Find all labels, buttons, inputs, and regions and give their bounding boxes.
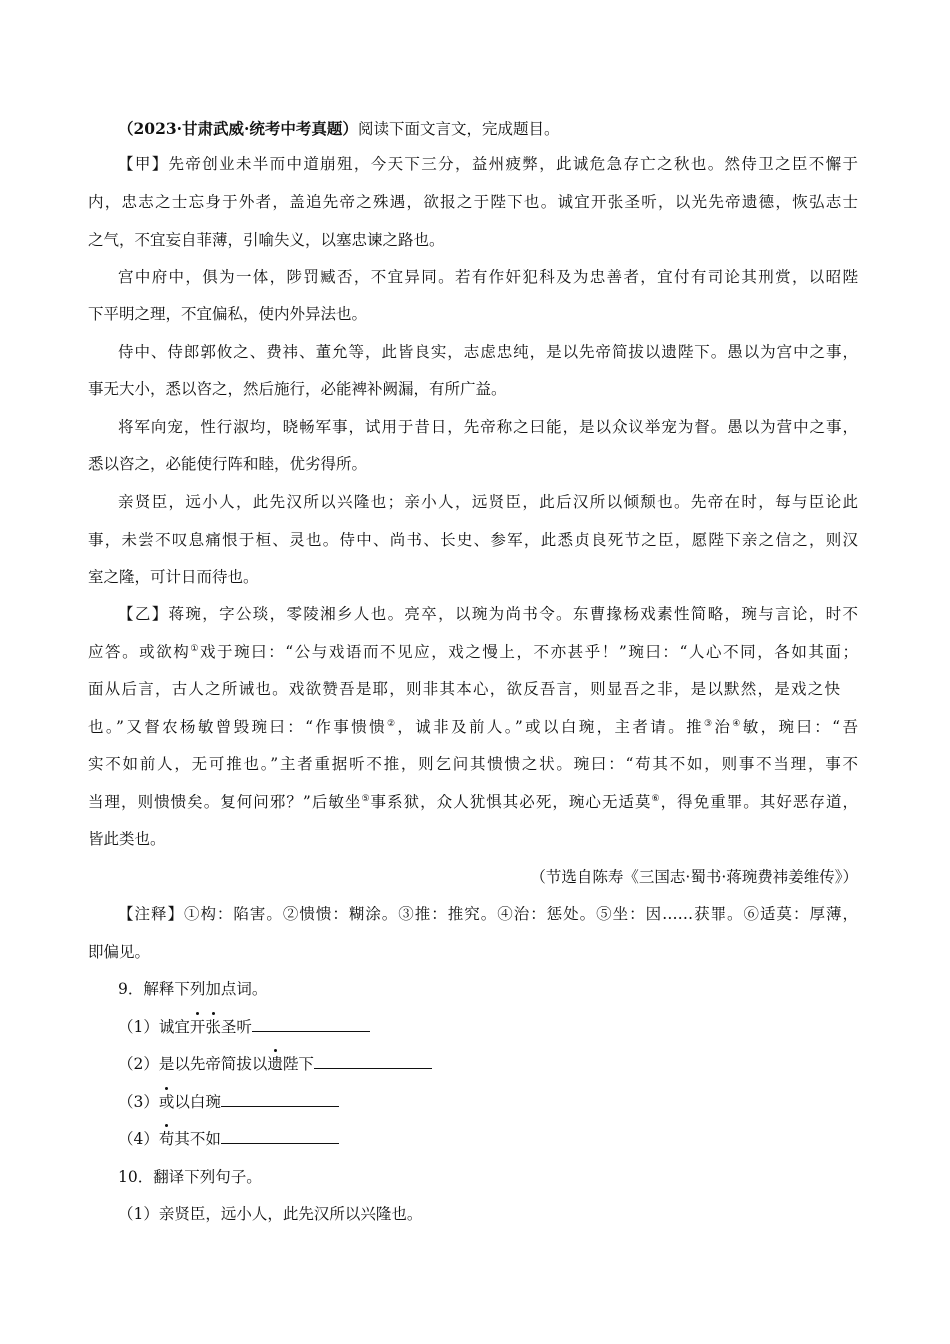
- dotted-word: 苟: [158, 1130, 175, 1148]
- q9-item-1: （1）诚宜开张圣听: [118, 1016, 370, 1038]
- jia-p2-line-1: 宫中府中，俱为一体，陟罚臧否，不宜异同。若有作奸犯科及为忠善者，宜付有司论其刑赏，以昭陛: [118, 268, 858, 286]
- yi-line-1: 【乙】蒋琬，字公琰，零陵湘乡人也。亮卒，以琬为尚书令。东曹掾杨戏素性简略，琬与言论，时不: [118, 605, 858, 623]
- jia-p5-line-2: 事，未尝不叹息痛恨于桓、灵也。侍中、尚书、长史、参军，此悉贞良死节之臣，愿陛下亲之信之，则汉: [88, 531, 858, 549]
- yi-line-5: 实不如前人，无可推也。”主者重据听不推，则乞问其愦愦之状。琬曰：“苟其不如，则事不当理，事不: [88, 755, 858, 773]
- jia-p3-line-2: 事无大小，悉以咨之，然后施行，必能裨补阙漏，有所广益。: [88, 380, 507, 398]
- answer-blank[interactable]: [314, 1054, 432, 1069]
- jia-line-1: 【甲】先帝创业未半而中道崩殂，今天下三分，益州疲弊，此诚危急存亡之秋也。然侍卫之臣不懈于: [118, 155, 858, 173]
- q9-item-3: （3）或以白琬: [118, 1091, 339, 1113]
- yi-line-7: 皆此类也。: [88, 830, 166, 848]
- note-ref-2: ②: [386, 719, 398, 729]
- yi-label: 【乙】: [118, 605, 169, 623]
- note-ref-6: ⑥: [651, 794, 661, 804]
- yi-line-2: 应答。或欲构①戏于琬曰：“公与戏语而不见应，戏之慢上，不亦甚乎！”琬曰：“人心不同，各如其面；: [88, 643, 858, 661]
- notes-line-2: 即偏见。: [88, 943, 151, 961]
- jia-p5-line-1: 亲贤臣，远小人，此先汉所以兴隆也；亲小人，远贤臣，此后汉所以倾颓也。先帝在时，每与臣论此: [118, 493, 858, 511]
- jia-p5-line-3: 室之隆，可计日而待也。: [88, 568, 259, 586]
- answer-blank[interactable]: [221, 1092, 339, 1107]
- instruction: 阅读下面文言文，完成题目。: [357, 120, 560, 138]
- yi-line-3: 面从后言，古人之所诫也。戏欲赞吾是耶，则非其本心，欲反吾言，则显吾之非，是以默然，是戏之快: [88, 680, 840, 698]
- note-ref-3: ③: [703, 719, 715, 729]
- notes-label: 【注释】: [118, 905, 184, 923]
- citation: （节选自陈寿《三国志·蜀书·蒋琬费祎姜维传》）: [530, 868, 858, 886]
- jia-label: 【甲】: [118, 155, 169, 173]
- answer-blank[interactable]: [252, 1017, 370, 1032]
- q10-stem: 10．翻译下列句子。: [118, 1168, 262, 1186]
- q10-item-1: （1）亲贤臣，远小人，此先汉所以兴隆也。: [118, 1205, 423, 1223]
- q9-item-4: （4）苟其不如: [118, 1128, 339, 1150]
- dotted-word: 张: [205, 1018, 221, 1036]
- jia-p4-line-2: 悉以咨之，必能使行阵和睦，优劣得所。: [88, 455, 368, 473]
- yi-line-4: 也。”又督农杨敏曾毁琬曰：“作事愦愦②，诚非及前人。”或以白琬，主者请。推③治④敏，琬曰：“吾: [88, 718, 858, 736]
- dotted-word: 开: [189, 1018, 206, 1036]
- dotted-word: 或: [158, 1093, 175, 1111]
- note-ref-1: ①: [190, 644, 200, 654]
- jia-line-3: 之气，不宜妄自菲薄，引喻失义，以塞忠谏之路也。: [88, 231, 445, 249]
- jia-line-2: 内，忠志之士忘身于外者，盖追先帝之殊遇，欲报之于陛下也。诚宜开张圣听，以光先帝遗德，恢弘志士: [88, 193, 858, 211]
- answer-blank[interactable]: [221, 1129, 339, 1144]
- dotted-word: 遗: [267, 1055, 283, 1073]
- yi-line-6: 当理，则愦愦矣。复何问邪？”后敏坐⑤事系狱，众人犹惧其必死，琬心无适莫⑥，得免重罪。其好恶存道，: [88, 793, 858, 811]
- jia-p4-line-1: 将军向宠，性行淑均，晓畅军事，试用于昔日，先帝称之曰能，是以众议举宠为督。愚以为营中之事，: [118, 418, 858, 436]
- q9-item-2: （2）是以先帝简拔以遗陛下: [118, 1053, 432, 1075]
- notes-line-1: 【注释】①构：陷害。②愦愦：糊涂。③推：推究。④治：惩处。⑤坐：因……获罪。⑥适莫：厚薄，: [118, 905, 858, 923]
- source-tag: （2023·甘肃武威·统考中考真题）: [118, 119, 358, 138]
- note-ref-5: ⑤: [361, 794, 371, 804]
- jia-p3-line-1: 侍中、侍郎郭攸之、费祎、董允等，此皆良实，志虑忠纯，是以先帝简拔以遗陛下。愚以为宫中之事，: [118, 343, 858, 361]
- question-header: [118, 118, 559, 140]
- q9-stem: 9．解释下列加点词。: [118, 980, 268, 998]
- jia-p2-line-2: 下平明之理，不宜偏私，使内外异法也。: [88, 305, 368, 323]
- note-ref-4: ④: [732, 719, 743, 729]
